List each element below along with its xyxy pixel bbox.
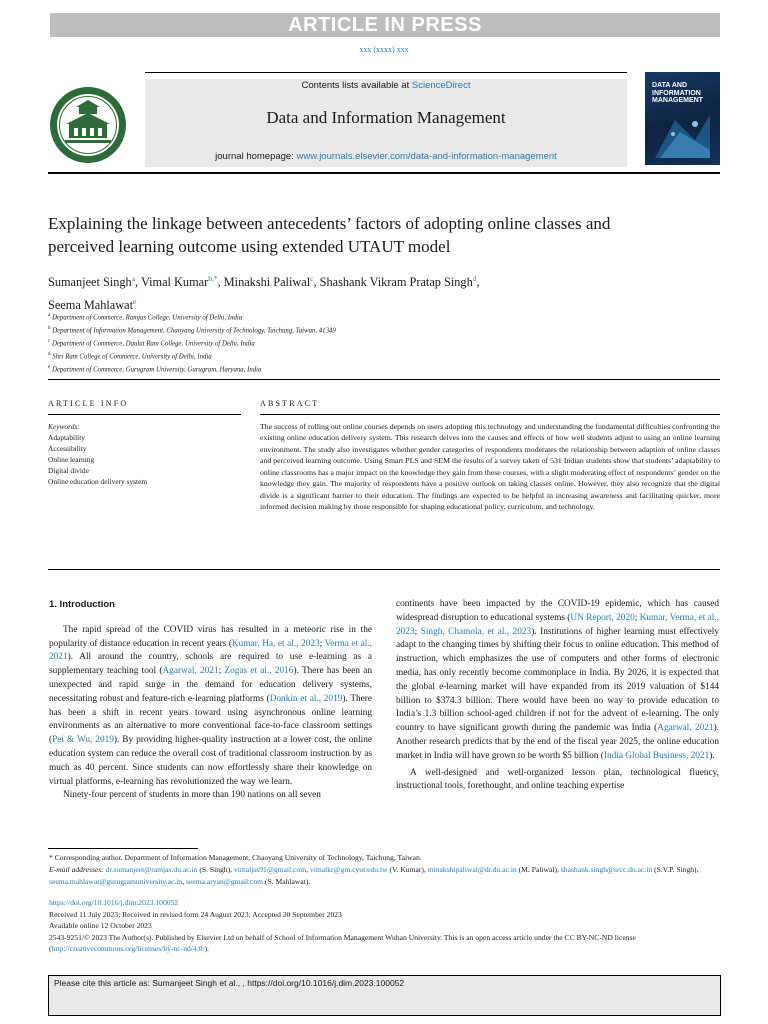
cover-title-line: DATA AND xyxy=(652,82,687,89)
affiliation-mark: a xyxy=(48,313,51,318)
masthead-top-rule xyxy=(145,72,627,73)
cover-title-line: MANAGEMENT xyxy=(652,97,703,104)
affiliation-text: Department of Commerce, Gurugram University, Gurugram, Haryana, India xyxy=(51,366,262,374)
paragraph-text: ). xyxy=(709,750,715,761)
affiliation-list xyxy=(48,311,708,376)
paragraph-text: ). Institutions of higher learning must effectively adapt to the changing times by shifting their focus to online education. This method of instruction, which emphasizes the use of computers and other forms of electronic media, has only recently become commonplace in India. By 2026, it is expected that the global e-learning market will have expanded from its 2019 valuation of $144 billion to $374.3 billion. There would have been no way to provide education to India’s 1.3 billion school-aged children if not for the advent of e-learning. The only country to have significant growth during the pandemic was India ( xyxy=(396,626,719,734)
affiliation-mark: c xyxy=(48,339,51,345)
affiliation xyxy=(48,324,708,337)
email-owner: (V. Kumar), xyxy=(387,865,428,874)
article-in-press-banner: ARTICLE IN PRESS xyxy=(50,13,720,37)
email-link[interactable]: seema.mahlawat@gurugramuniversity.ac.in xyxy=(49,877,183,886)
author[interactable] xyxy=(224,275,320,289)
license-text: 2543-9251/© 2023 The Author(s). Published by Elsevier Ltd on behalf of School of Information Management Wuhan University. This is an open access article under the CC BY-NC-ND license ( xyxy=(49,932,636,954)
article-info-heading: ARTICLE INFO xyxy=(48,399,129,408)
email-link[interactable]: seema.aryan@gmail.com xyxy=(186,877,264,886)
keyword: Online education delivery system xyxy=(48,476,148,486)
homepage-prefix: journal homepage: xyxy=(215,151,297,162)
cover-graphic-icon xyxy=(655,110,710,158)
paragraph xyxy=(49,624,372,790)
author-name[interactable]: Seema Mahlawat xyxy=(48,298,134,313)
citation-link[interactable]: Agarwal, 2021 xyxy=(657,723,714,734)
affiliation-text: Shri Ram College of Commerce, University of Delhi, India xyxy=(52,353,212,361)
affiliation-mark: d xyxy=(48,352,51,358)
paragraph-text: ). By providing higher-quality instruction at a lower cost, the online education system can reduce the overall cost of traditional classroom instruction by as much as 40 percent. Since students can now effortlessly share their knowledge on virtual platforms, e-learning has revolutionized the way we learn. xyxy=(49,735,372,787)
keyword-list xyxy=(48,422,248,487)
affiliation xyxy=(48,311,708,324)
cover-title-line: INFORMATION xyxy=(652,89,701,97)
paragraph: A well-designed and well-organized lesson plan, technological fluency, instructional tools, forethought, and online teaching expertise xyxy=(396,767,719,792)
article-reference-placeholder: xxx (xxxx) xxx xyxy=(359,45,409,54)
paragraph-text: ; xyxy=(218,666,225,677)
body-column-left xyxy=(49,598,372,803)
author-affiliation-mark[interactable]: a xyxy=(131,274,136,283)
paragraph-text: The rapid spread of the COVID virus has resulted in a meteoric rise in the popularity of distance education in recent years ( xyxy=(49,624,372,649)
publication-info xyxy=(49,897,720,955)
author-affiliation-mark[interactable]: d xyxy=(472,274,477,283)
keywords-label: Keywords: xyxy=(48,422,80,431)
author-name[interactable]: Shashank Vikram Pratap Singh xyxy=(319,275,473,290)
citation-link[interactable]: Zogas et al., 2016 xyxy=(224,666,294,677)
author[interactable] xyxy=(320,275,480,289)
affiliation xyxy=(48,363,708,376)
body-divider xyxy=(48,569,720,570)
citation-link[interactable]: Kumar, Ha, et al., 2023 xyxy=(231,638,320,649)
cite-this-article-box xyxy=(48,975,721,1016)
abstract-rule xyxy=(260,414,720,415)
citation-link[interactable]: Donkin et al., 2019 xyxy=(269,693,343,704)
citation-link[interactable]: Agarwal, 2021 xyxy=(162,666,219,677)
journal-homepage-line xyxy=(145,151,627,162)
email-link[interactable]: vimalkr@gm.cyut.edu.tw xyxy=(309,865,388,874)
citation-link[interactable]: UN Report, 2020 xyxy=(570,612,635,623)
author-name[interactable]: Vimal Kumar xyxy=(140,275,209,290)
paragraph-text: ; xyxy=(634,612,640,623)
body-column-right xyxy=(396,598,719,794)
keyword: Online learning xyxy=(48,454,95,464)
sciencedirect-link[interactable]: ScienceDirect xyxy=(411,80,471,91)
email-owner: , xyxy=(182,877,187,886)
abstract-heading: ABSTRACT xyxy=(260,399,320,408)
author-separator: , xyxy=(217,275,224,290)
email-link[interactable]: minakshipaliwal@dr.du.ac.in xyxy=(427,865,517,874)
abstract-text: The success of rolling out online courses depends on users adopting this technology and understanding the fundamental difficulties confronting the existing online education delivery system. This research delves into the causes and effects of how well students adjust to using an online learning environment. The study also investigates whether gender categories of respondents moderates the relationship between adaption of online classes and perceived learning outcome. Using Smart PLS and SEM the results of a survey taken of 531 Indian students show that students’ adaptability to online classrooms has a major impact on the knowledge they gain from these courses, with a slight moderating effect of respondents’ gender on the knowledge they gain. The majority of respondents have a positive outlook on taking classes online. However, they also recognize that the digital divide is a significant barrier to their education. The findings are expected to be helpful in increasing awareness and facilitating quicker, more informed decision making by those responsible for shaping educational policy, curriculum, and technology. xyxy=(260,422,720,512)
article-info-rule xyxy=(48,414,241,415)
paragraph-text: ; xyxy=(319,638,325,649)
email-owner: (S. Singh), xyxy=(197,865,234,874)
author[interactable] xyxy=(141,275,224,289)
affiliation-mark: b xyxy=(48,326,51,332)
email-label: E-mail addresses: xyxy=(49,865,104,874)
contents-prefix: Contents lists available at xyxy=(301,80,412,91)
available-online-date: Available online 12 October 2023 xyxy=(49,921,152,931)
corresponding-author-line: * Corresponding author. Department of Information Management, Chaoyang University of Technology, Taichung, Taiwan. xyxy=(49,853,422,862)
paragraph-text: ; xyxy=(414,626,421,637)
cover-title xyxy=(652,82,716,105)
masthead-bottom-rule xyxy=(48,172,720,174)
keyword: Adaptability xyxy=(48,432,85,442)
email-owner: (S.V.P. Singh), xyxy=(652,865,699,874)
license-link[interactable]: http://creativecommons.org/licenses/by-nc-nd/4.0/ xyxy=(51,944,205,954)
journal-homepage-link[interactable]: www.journals.elsevier.com/data-and-information-management xyxy=(296,151,557,162)
author-separator: , xyxy=(476,275,480,290)
paragraph-text: ). Another research predicts that by the end of the fiscal year 2025, the online education market in India will have grown to be worth $5 billion ( xyxy=(396,723,719,761)
email-link[interactable]: vimaljss91@gmail.com xyxy=(233,865,307,874)
paragraph: Ninety-four percent of students in more than 190 nations on all seven xyxy=(63,790,321,801)
email-owner: , xyxy=(306,865,310,874)
author-separator: , xyxy=(135,275,141,290)
author[interactable] xyxy=(48,275,141,289)
email-owner: (S. Mahlawat). xyxy=(263,877,311,886)
email-addresses-line xyxy=(49,864,720,888)
wuhan-university-seal-icon xyxy=(49,86,127,164)
citation-link[interactable]: Verma et al., 2021 xyxy=(49,638,372,663)
keyword: Digital divide xyxy=(48,465,89,475)
affiliation-divider xyxy=(48,379,720,380)
author-affiliation-mark[interactable]: e xyxy=(133,297,137,307)
paragraph xyxy=(396,598,719,764)
footnote-rule xyxy=(48,848,198,849)
author-affiliation-mark[interactable]: b,* xyxy=(208,274,218,283)
affiliation-text: Department of Commerce, Ramjas College, University of Delhi, India xyxy=(51,314,243,322)
affiliation-text: Department of Information Management, Chaoyang University of Technology, Taichung, Taiwan, 41349 xyxy=(52,327,336,335)
article-title: Explaining the linkage between antecedents’ factors of adopting online classes and perceived learning outcome using extended UTAUT model xyxy=(48,214,611,256)
paragraph-text: ). All around the country, schools are required to use e-learning as a supplementary teaching tool ( xyxy=(49,652,372,677)
affiliation xyxy=(48,350,708,363)
affiliation-text: Department of Commerce, Daulat Ram College, University of Delhi, India xyxy=(51,340,255,348)
paragraph-text: continents have been impacted by the COVID-19 epidemic, which has caused widespread disruption to educational systems ( xyxy=(396,599,719,623)
contents-available-line xyxy=(145,80,627,91)
keyword: Accessibility xyxy=(48,443,87,453)
citation-link[interactable]: Kumar, Verma, et al., 2023 xyxy=(396,612,719,637)
section-heading-introduction: 1. Introduction xyxy=(49,599,115,610)
journal-title: Data and Information Management xyxy=(266,108,506,127)
author-name[interactable]: Sumanjeet Singh xyxy=(48,275,132,290)
doi-link[interactable]: https://doi.org/10.1016/j.dim.2023.100052 xyxy=(49,898,179,907)
email-owner: (M. Paliwal), xyxy=(516,865,561,874)
cite-this-article-text: Please cite this article as: Sumanjeet Singh et al., , https://doi.org/10.1016/j.dim.2023.100052 xyxy=(54,978,405,988)
author-separator: , xyxy=(313,275,320,290)
citation-link[interactable]: India Global Business, 2021 xyxy=(603,750,710,761)
journal-cover-thumbnail[interactable] xyxy=(645,72,720,165)
author-name[interactable]: Minakshi Paliwal xyxy=(223,275,311,290)
citation-link[interactable]: Pei & Wu, 2019 xyxy=(52,735,114,746)
citation-link[interactable]: Singh, Chamola, et al., 2023 xyxy=(420,626,532,637)
received-dates: Received 11 July 2023; Received in revised form 24 August 2023; Accepted 30 September 2023 xyxy=(49,909,342,919)
license-text: ). xyxy=(204,944,209,954)
email-link[interactable]: dr.sumanjeet@ramjas.du.ac.in xyxy=(105,865,198,874)
affiliation-mark: e xyxy=(48,365,51,371)
license-statement xyxy=(49,932,720,955)
corresponding-author-footnote xyxy=(49,852,720,888)
affiliation xyxy=(48,337,708,350)
email-link[interactable]: shashank.singh@srcc.du.ac.in xyxy=(560,865,653,874)
author-affiliation-mark[interactable]: c xyxy=(310,274,314,283)
paragraph-text: ). There has been a shift in recent years toward using asynchronous online learning environments as an alternative to more conventional face-to-face classroom settings ( xyxy=(49,693,372,746)
paragraph-text: ). There has been an unexpected and rapid surge in the demand for education delivery systems, necessitating robust and feature-rich e-learning platforms ( xyxy=(49,666,372,704)
author-list xyxy=(48,269,708,315)
